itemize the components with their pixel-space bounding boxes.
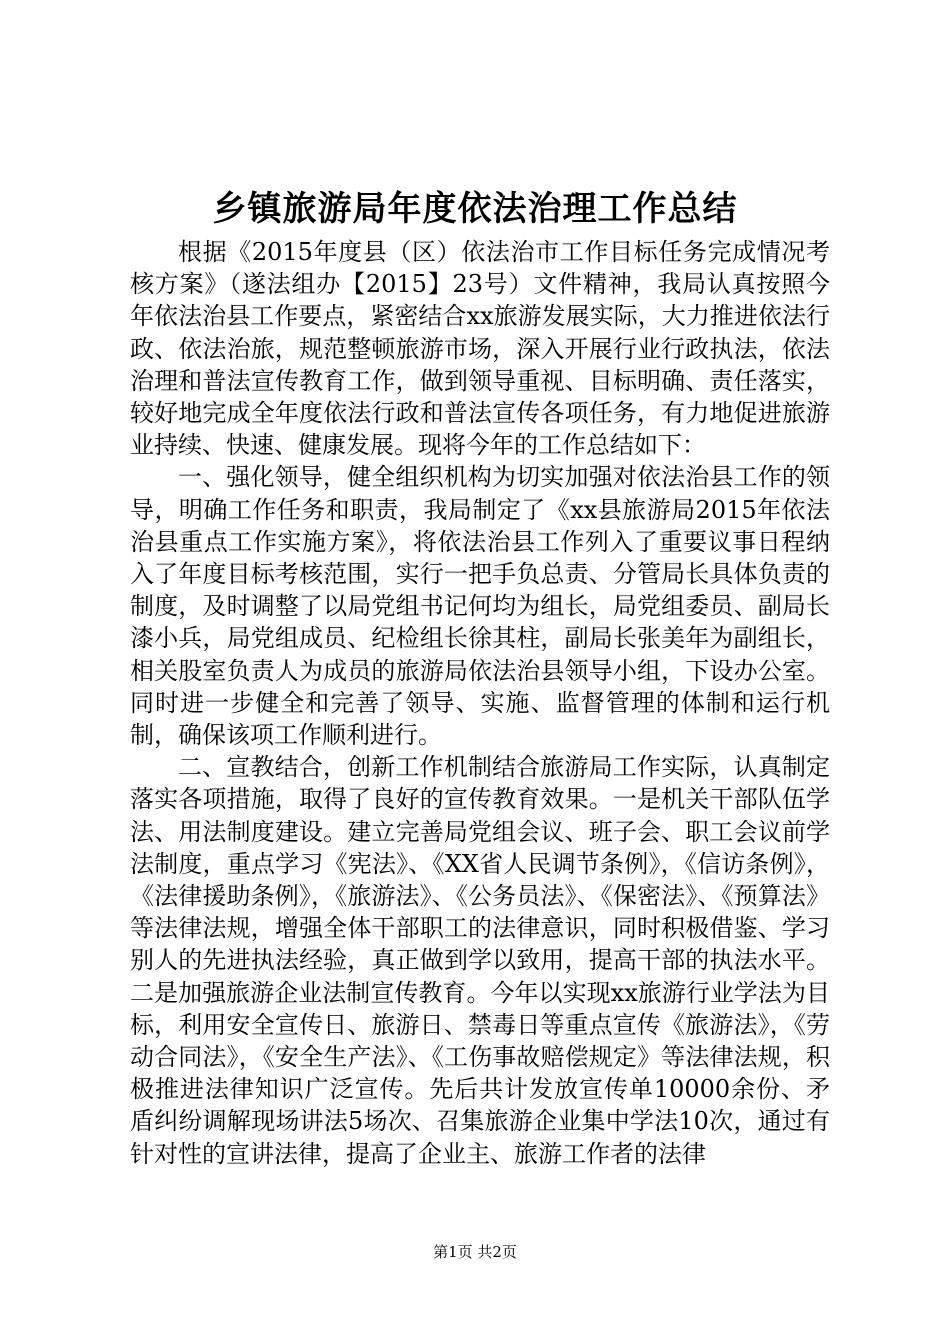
paragraph-section-1: 一、强化领导，健全组织机构为切实加强对依法治县工作的领导，明确工作任务和职责，我局制定了《xx县旅游局2015年依法治县重点工作实施方案》，将依法治县工作列入了重要议事日程纳入了年度目标考核范围，实行一把手负总责、分管局长具体负责的制度，及时调整了以局党组书记何均为组长，局党组委员、副局长漆小兵，局党组成员、纪检组长徐其柱，副局长张美年为副组长，相关股室负责人为成员的旅游局依法治县领导小组，下设办公室。同时进一步健全和完善了领导、实施、监督管理的体制和运行机制，确保该项工作顺利进行。: [130, 463, 830, 750]
page-number-footer: 第1页 共2页: [433, 1243, 517, 1261]
document-title: 乡镇旅游局年度依法治理工作总结: [212, 189, 738, 229]
paragraph-intro: 根据《2015年度县（区）依法治市工作目标任务完成情况考核方案》（遂法组办【2015】23号）文件精神，我局认真按照今年依法治县工作要点，紧密结合xx旅游发展实际，大力推进依法行政、依法治旅，规范整顿旅游市场，深入开展行业行政执法，依法治理和普法宣传教育工作，做到领导重视、目标明确、责任落实，较好地完成全年度依法行政和普法宣传各项任务，有力地促进旅游业持续、快速、健康发展。现将今年的工作总结如下：: [130, 238, 830, 460]
document-body: [130, 236, 830, 1170]
paragraph-section-2: 二、宣教结合，创新工作机制结合旅游局工作实际，认真制定落实各项措施，取得了良好的宣传教育效果。一是机关干部队伍学法、用法制度建设。建立完善局党组会议、班子会、职工会议前学法制度，重点学习《宪法》、《XX省人民调节条例》，《信访条例》，《法律援助条例》，《旅游法》、《公务员法》、《保密法》、《预算法》等法律法规，增强全体干部职工的法律意识，同时积极借鉴、学习别人的先进执法经验，真正做到学以致用，提高干部的执法水平。二是加强旅游企业法制宣传教育。今年以实现xx旅游行业学法为目标，利用安全宣传日、旅游日、禁毒日等重点宣传《旅游法》，《劳动合同法》，《安全生产法》、《工伤事故赔偿规定》等法律法规，积极推进法律知识广泛宣传。先后共计发放宣传单10000余份、矛盾纠纷调解现场讲法5场次、召集旅游企业集中学法10次，通过有针对性的宣讲法律，提高了企业主、旅游工作者的法律: [130, 753, 830, 1168]
